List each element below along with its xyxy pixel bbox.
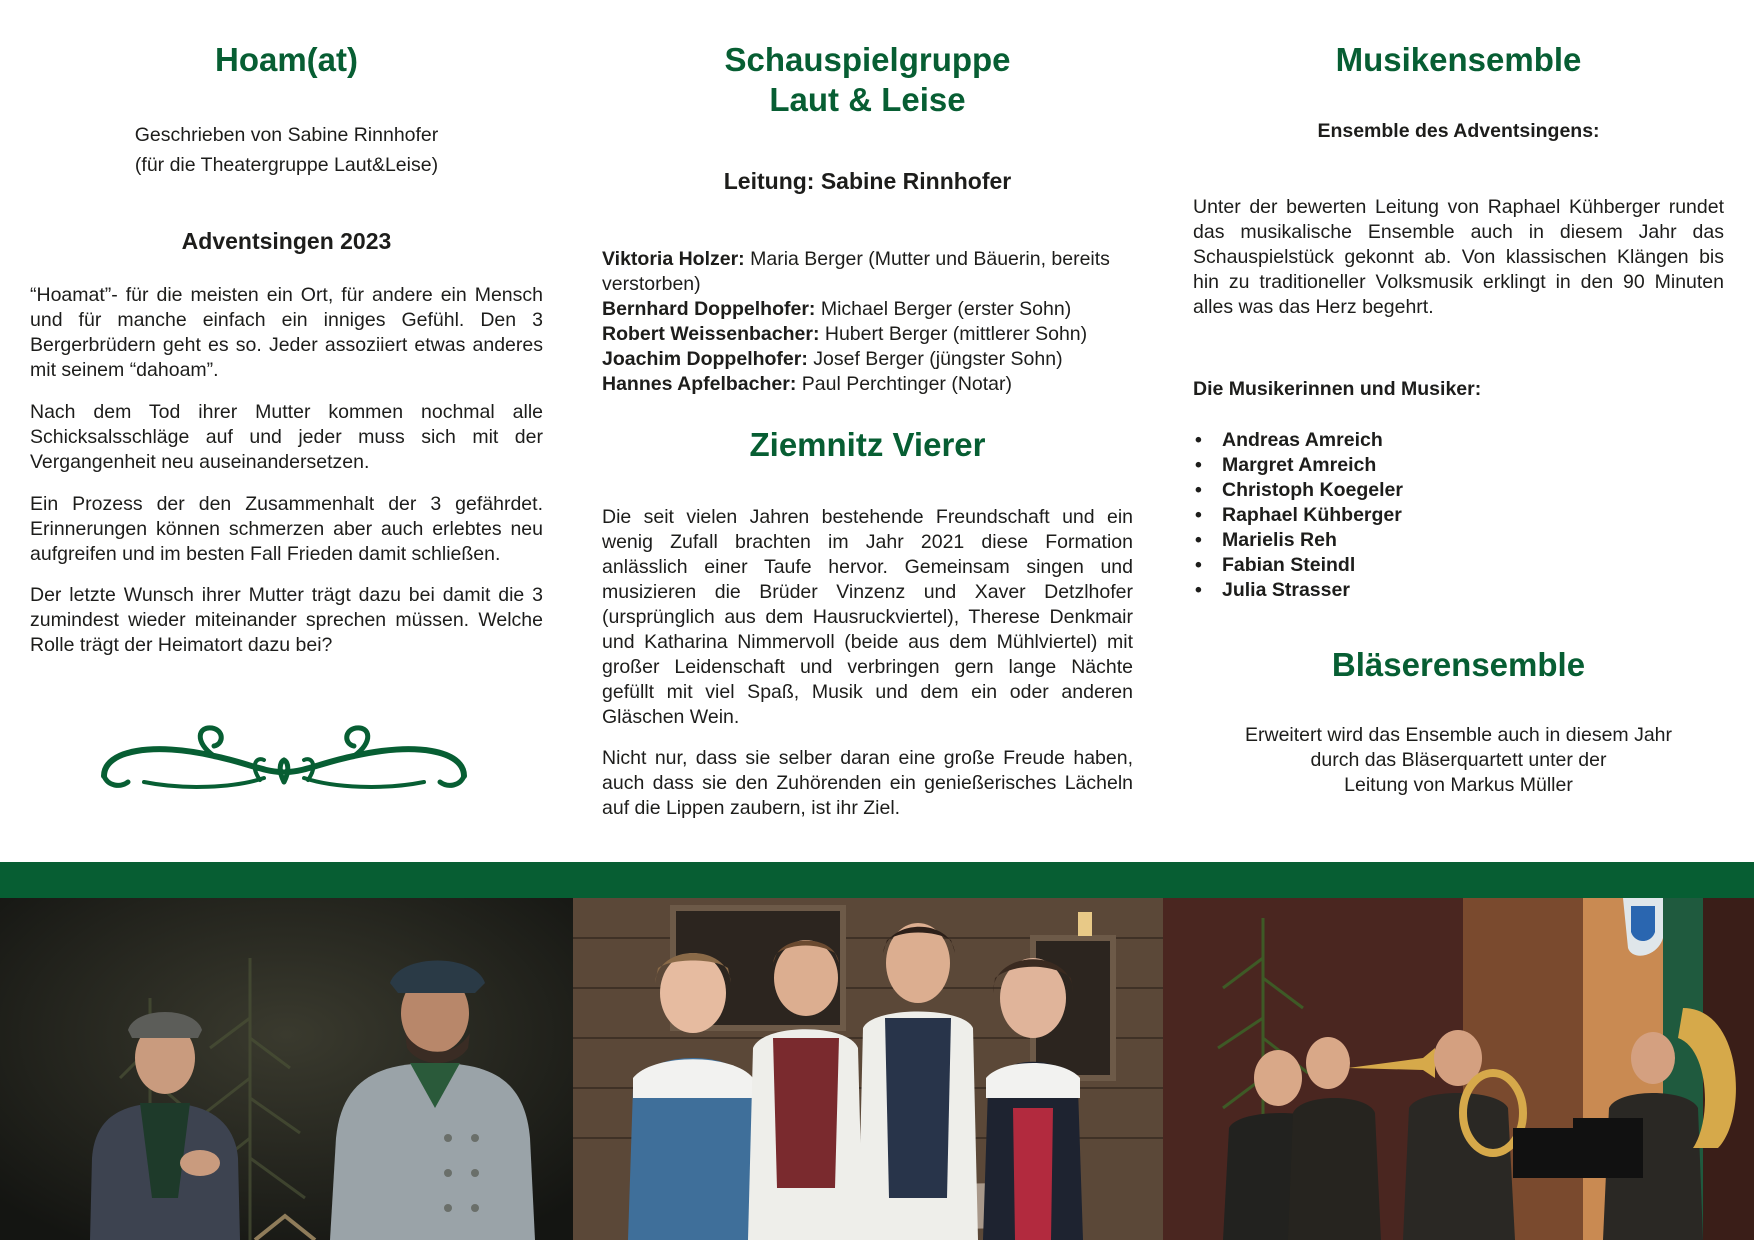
author-line-1: Geschrieben von Sabine Rinnhofer [134,124,439,146]
ziemnitz-vierer-group-photo [573,898,1163,1240]
list-item: • Raphael Kühberger [1195,504,1402,526]
actor-name: Robert Weissenbacher: [602,323,820,345]
theater-scene-illustration [0,898,573,1240]
blaeser-heading: Bläserensemble [1331,646,1586,683]
cast-list [602,247,1133,397]
role-name: Maria Berger (Mutter und Bäuerin, bereits verstorben) [602,248,1110,295]
group-title-line-1: Schauspielgruppe [724,41,1011,78]
synopsis-paragraph-1: “Hoamat”- für die meisten ein Ort, für andere ein Mensch und für manche einfach ein inniges Gefühl. Den 3 Bergerbrüdern geht es so. Jeder assoziiert etwas anderes mit seinem “dahoam”. [30,284,543,381]
synopsis-paragraph-2: Nach dem Tod ihrer Mutter kommen nochmal alle Schicksalsschläge auf und jeder muss sich mit der Vergangenheit neu auseinandersetzen. [30,401,543,473]
green-divider-band [0,862,1754,898]
group-title [602,40,1133,120]
musicians-label: Die Musikerinnen und Musiker: [1193,378,1482,400]
bullet-icon: • [1195,504,1202,526]
synopsis-paragraph-3: Ein Prozess der den Zusammenhalt der 3 gefährdet. Erinnerungen können schmerzen aber auch erlebtes neu aufgreifen und im besten Fall Frieden damit schließen. [30,493,543,565]
musicians-list [1193,428,1724,603]
cast-row [602,322,1133,347]
blaeser-text [1193,723,1724,798]
actor-name: Joachim Doppelhofer: [602,348,808,370]
music-paragraph: Unter der bewerten Leitung von Raphael Kühberger rundet das musikalische Ensemble auch in diesem Jahr das Schauspielstück gekonnt ab. Von klassischen Klängen bis hin zu traditioneller Volksmusik erklingt in den 90 Minuten alles was das Herz begehrt. [1193,196,1724,318]
role-name: Michael Berger (erster Sohn) [820,298,1072,320]
bullet-icon: • [1195,454,1202,476]
cast-row [602,372,1133,397]
role-name: Josef Berger (jüngster Sohn) [813,348,1063,370]
list-item: • Margret Amreich [1195,454,1377,476]
bullet-icon: • [1195,554,1202,576]
list-item: • Marielis Reh [1195,529,1337,551]
leitung-label: Leitung: Sabine Rinnhofer [723,168,1012,194]
cast-row [602,347,1133,372]
ziemnitz-paragraph-1: Die seit vielen Jahren bestehende Freundschaft und ein wenig Zufall brachten im Jahr 2021 diese Formation anlässlich einer Taufe hervor. Gemeinsam singen und musizieren die Brüder Vinzenz und Xaver Detzlhofer (ursprünglich aus dem Hausruckviertel), Therese Denkmair und Katharina Nimmervoll (beide aus dem Mühlviertel) mit großer Leidenschaft und verbringen gern lange Nächte gefüllt mit viel Spaß, Musik und dem ein oder anderen Gläschen Wein. [602,506,1133,728]
event-subtitle: Adventsingen 2023 [181,228,392,254]
actor-name: Bernhard Doppelhofer: [602,298,816,320]
brass-ensemble-photo [1163,898,1754,1240]
actor-name: Viktoria Holzer: [602,248,745,270]
cast-row [602,297,1133,322]
synopsis-paragraph-4: Der letzte Wunsch ihrer Mutter trägt dazu bei damit die 3 zumindest wieder miteinander sprechen müssen. Welche Rolle trägt der Heimatort dazu bei? [30,584,543,656]
author-line-2: (für die Theatergruppe Laut&Leise) [134,154,439,176]
group-photo-illustration [573,898,1163,1240]
blaeser-line-3: Leitung von Markus Müller [1344,774,1573,796]
blaeser-line-2: durch das Bläserquartett unter der [1310,749,1607,771]
group-title-line-2: Laut & Leise [769,81,966,118]
bullet-icon: • [1195,479,1202,501]
role-name: Paul Perchtinger (Notar) [801,373,1013,395]
list-item: • Julia Strasser [1195,579,1350,601]
author-credit [30,120,543,180]
ensemble-label: Ensemble des Adventsingens: [1317,120,1600,142]
list-item: • Christoph Koegeler [1195,479,1403,501]
bullet-icon: • [1195,529,1202,551]
bullet-icon: • [1195,579,1202,601]
theater-scene-photo [0,898,573,1240]
brass-photo-illustration [1163,898,1754,1240]
ziemnitz-paragraph-2: Nicht nur, dass sie selber daran eine große Freude haben, auch dass sie den Zuhörenden ein genießerisches Lächeln auf die Lippen zaubern, ist ihr Ziel. [602,747,1133,819]
blaeser-line-1: Erweitert wird das Ensemble auch in diesem Jahr [1244,724,1673,746]
list-item: • Andreas Amreich [1195,429,1383,451]
role-name: Hubert Berger (mittlerer Sohn) [824,323,1088,345]
ornamental-flourish-icon [94,720,474,800]
actor-name: Hannes Apfelbacher: [602,373,797,395]
ziemnitz-heading: Ziemnitz Vierer [749,426,986,463]
bullet-icon: • [1195,429,1202,451]
music-title: Musikensemble [1335,41,1582,78]
cast-row [602,247,1133,297]
list-item: • Fabian Steindl [1195,554,1356,576]
play-title: Hoam(at) [214,41,358,78]
